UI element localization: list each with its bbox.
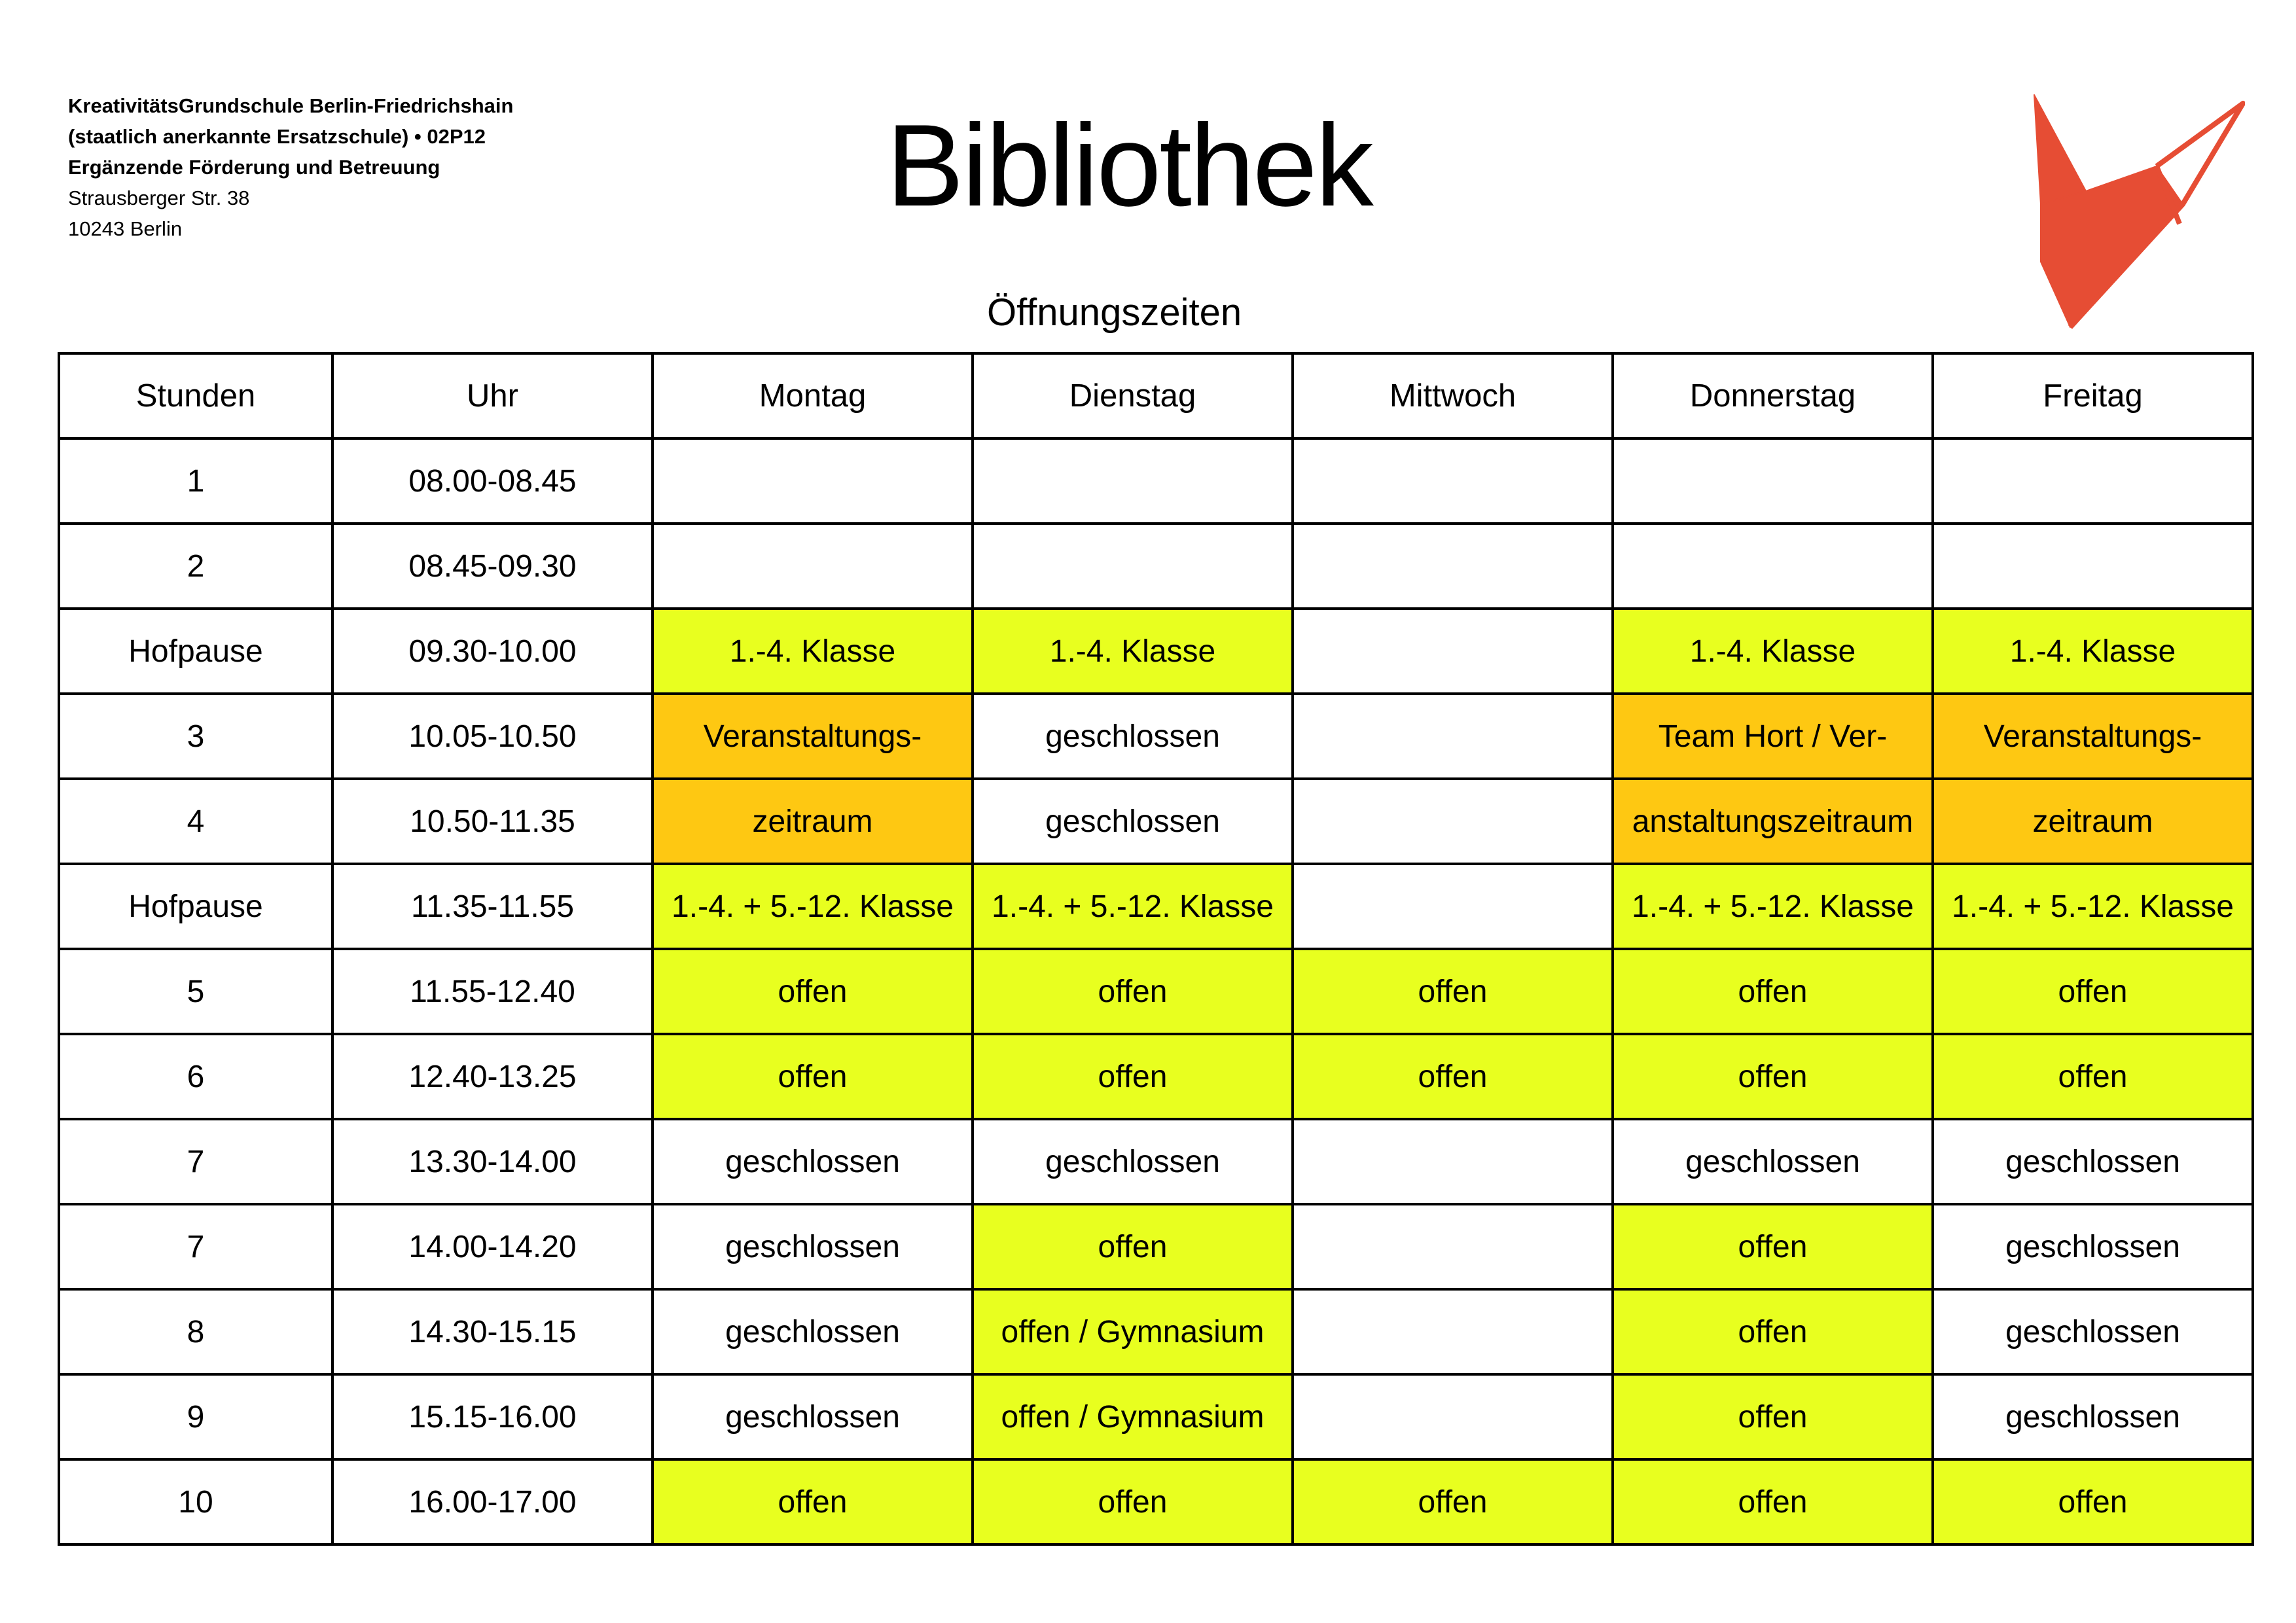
cell-uhr: 10.50-11.35 — [332, 779, 653, 864]
cell-donnerstag: offen — [1613, 1034, 1933, 1119]
cell-stunde: 1 — [59, 438, 332, 524]
cell-mittwoch: offen — [1293, 949, 1613, 1034]
cell-freitag: geschlossen — [1933, 1374, 2253, 1459]
cell-mittwoch — [1293, 1374, 1613, 1459]
cell-uhr: 09.30-10.00 — [332, 609, 653, 694]
cell-donnerstag: offen — [1613, 1374, 1933, 1459]
header-stunden: Stunden — [59, 353, 332, 438]
cell-uhr: 12.40-13.25 — [332, 1034, 653, 1119]
table-row — [59, 1289, 2253, 1374]
cell-montag: Veranstaltungs- — [653, 694, 973, 779]
cell-freitag: offen — [1933, 1034, 2253, 1119]
cell-stunde: 5 — [59, 949, 332, 1034]
cell-donnerstag: offen — [1613, 949, 1933, 1034]
cell-dienstag: offen / Gymnasium — [973, 1374, 1293, 1459]
cell-montag: 1.-4. Klasse — [653, 609, 973, 694]
cell-dienstag: geschlossen — [973, 1119, 1293, 1204]
cell-dienstag: offen / Gymnasium — [973, 1289, 1293, 1374]
cell-donnerstag: 1.-4. Klasse — [1613, 609, 1933, 694]
cell-dienstag — [973, 438, 1293, 524]
table-row — [59, 438, 2253, 524]
cell-montag: geschlossen — [653, 1374, 973, 1459]
header-uhr: Uhr — [332, 353, 653, 438]
cell-freitag: Veranstaltungs- — [1933, 694, 2253, 779]
cell-freitag: offen — [1933, 949, 2253, 1034]
cell-stunde: Hofpause — [59, 609, 332, 694]
school-address — [68, 90, 513, 244]
school-status: (staatlich anerkannte Ersatzschule) • 02P12 — [68, 125, 486, 148]
cell-mittwoch: offen — [1293, 1034, 1613, 1119]
cell-mittwoch — [1293, 524, 1613, 609]
cell-stunde: 10 — [59, 1459, 332, 1544]
cell-mittwoch — [1293, 1289, 1613, 1374]
cell-montag: geschlossen — [653, 1204, 973, 1289]
cell-freitag: geschlossen — [1933, 1119, 2253, 1204]
cell-uhr: 14.30-15.15 — [332, 1289, 653, 1374]
table-row — [59, 949, 2253, 1034]
cell-dienstag: offen — [973, 1459, 1293, 1544]
cell-dienstag — [973, 524, 1293, 609]
cell-uhr: 14.00-14.20 — [332, 1204, 653, 1289]
table-row — [59, 1374, 2253, 1459]
cell-donnerstag: offen — [1613, 1204, 1933, 1289]
table-row — [59, 694, 2253, 779]
cell-donnerstag: geschlossen — [1613, 1119, 1933, 1204]
header-dienstag: Dienstag — [973, 353, 1293, 438]
cell-donnerstag: offen — [1613, 1289, 1933, 1374]
cell-mittwoch — [1293, 694, 1613, 779]
cell-stunde: 7 — [59, 1204, 332, 1289]
cell-mittwoch — [1293, 1204, 1613, 1289]
cell-uhr: 11.55-12.40 — [332, 949, 653, 1034]
header-mittwoch: Mittwoch — [1293, 353, 1613, 438]
page-subtitle: Öffnungszeiten — [987, 291, 1242, 334]
cell-mittwoch — [1293, 1119, 1613, 1204]
cell-freitag: offen — [1933, 1459, 2253, 1544]
cell-donnerstag — [1613, 524, 1933, 609]
cell-mittwoch — [1293, 609, 1613, 694]
header-montag: Montag — [653, 353, 973, 438]
cell-dienstag: geschlossen — [973, 694, 1293, 779]
table-row — [59, 864, 2253, 949]
cell-uhr: 15.15-16.00 — [332, 1374, 653, 1459]
cell-mittwoch — [1293, 779, 1613, 864]
cell-freitag: 1.-4. Klasse — [1933, 609, 2253, 694]
cell-freitag — [1933, 438, 2253, 524]
school-city: 10243 Berlin — [68, 217, 183, 240]
cell-mittwoch: offen — [1293, 1459, 1613, 1544]
cell-donnerstag: Team Hort / Ver- — [1613, 694, 1933, 779]
cell-dienstag: geschlossen — [973, 779, 1293, 864]
cell-freitag: geschlossen — [1933, 1204, 2253, 1289]
cell-freitag: 1.-4. + 5.-12. Klasse — [1933, 864, 2253, 949]
cell-stunde: Hofpause — [59, 864, 332, 949]
cell-uhr: 11.35-11.55 — [332, 864, 653, 949]
header-freitag: Freitag — [1933, 353, 2253, 438]
cell-uhr: 10.05-10.50 — [332, 694, 653, 779]
table-row — [59, 779, 2253, 864]
opening-hours-table — [58, 352, 2254, 1546]
cell-donnerstag: anstaltungszeitraum — [1613, 779, 1933, 864]
cell-freitag: zeitraum — [1933, 779, 2253, 864]
cell-montag: offen — [653, 949, 973, 1034]
cell-freitag: geschlossen — [1933, 1289, 2253, 1374]
cell-montag — [653, 438, 973, 524]
table-row — [59, 1204, 2253, 1289]
cell-stunde: 6 — [59, 1034, 332, 1119]
cell-stunde: 7 — [59, 1119, 332, 1204]
cell-dienstag: offen — [973, 1204, 1293, 1289]
cell-montag: geschlossen — [653, 1119, 973, 1204]
cell-donnerstag — [1613, 438, 1933, 524]
cell-dienstag: offen — [973, 1034, 1293, 1119]
cell-mittwoch — [1293, 864, 1613, 949]
page-title: Bibliothek — [886, 100, 1372, 230]
school-street: Strausberger Str. 38 — [68, 187, 250, 209]
cell-montag: offen — [653, 1034, 973, 1119]
school-department: Ergänzende Förderung und Betreuung — [68, 156, 440, 179]
cell-donnerstag: 1.-4. + 5.-12. Klasse — [1613, 864, 1933, 949]
cell-donnerstag: offen — [1613, 1459, 1933, 1544]
cell-uhr: 08.00-08.45 — [332, 438, 653, 524]
cell-montag: zeitraum — [653, 779, 973, 864]
cell-stunde: 4 — [59, 779, 332, 864]
cell-freitag — [1933, 524, 2253, 609]
fox-logo-icon — [2032, 93, 2245, 332]
table-row — [59, 609, 2253, 694]
cell-montag: geschlossen — [653, 1289, 973, 1374]
cell-uhr: 13.30-14.00 — [332, 1119, 653, 1204]
table-row — [59, 1119, 2253, 1204]
cell-stunde: 3 — [59, 694, 332, 779]
header-donnerstag: Donnerstag — [1613, 353, 1933, 438]
table-row — [59, 524, 2253, 609]
cell-mittwoch — [1293, 438, 1613, 524]
school-name: KreativitätsGrundschule Berlin-Friedrichshain — [68, 94, 514, 117]
cell-montag: offen — [653, 1459, 973, 1544]
cell-montag: 1.-4. + 5.-12. Klasse — [653, 864, 973, 949]
cell-montag — [653, 524, 973, 609]
cell-stunde: 2 — [59, 524, 332, 609]
cell-stunde: 8 — [59, 1289, 332, 1374]
table-row — [59, 1034, 2253, 1119]
header-row — [59, 353, 2253, 438]
cell-dienstag: 1.-4. + 5.-12. Klasse — [973, 864, 1293, 949]
cell-uhr: 08.45-09.30 — [332, 524, 653, 609]
cell-stunde: 9 — [59, 1374, 332, 1459]
table-row — [59, 1459, 2253, 1544]
cell-dienstag: offen — [973, 949, 1293, 1034]
cell-dienstag: 1.-4. Klasse — [973, 609, 1293, 694]
cell-uhr: 16.00-17.00 — [332, 1459, 653, 1544]
